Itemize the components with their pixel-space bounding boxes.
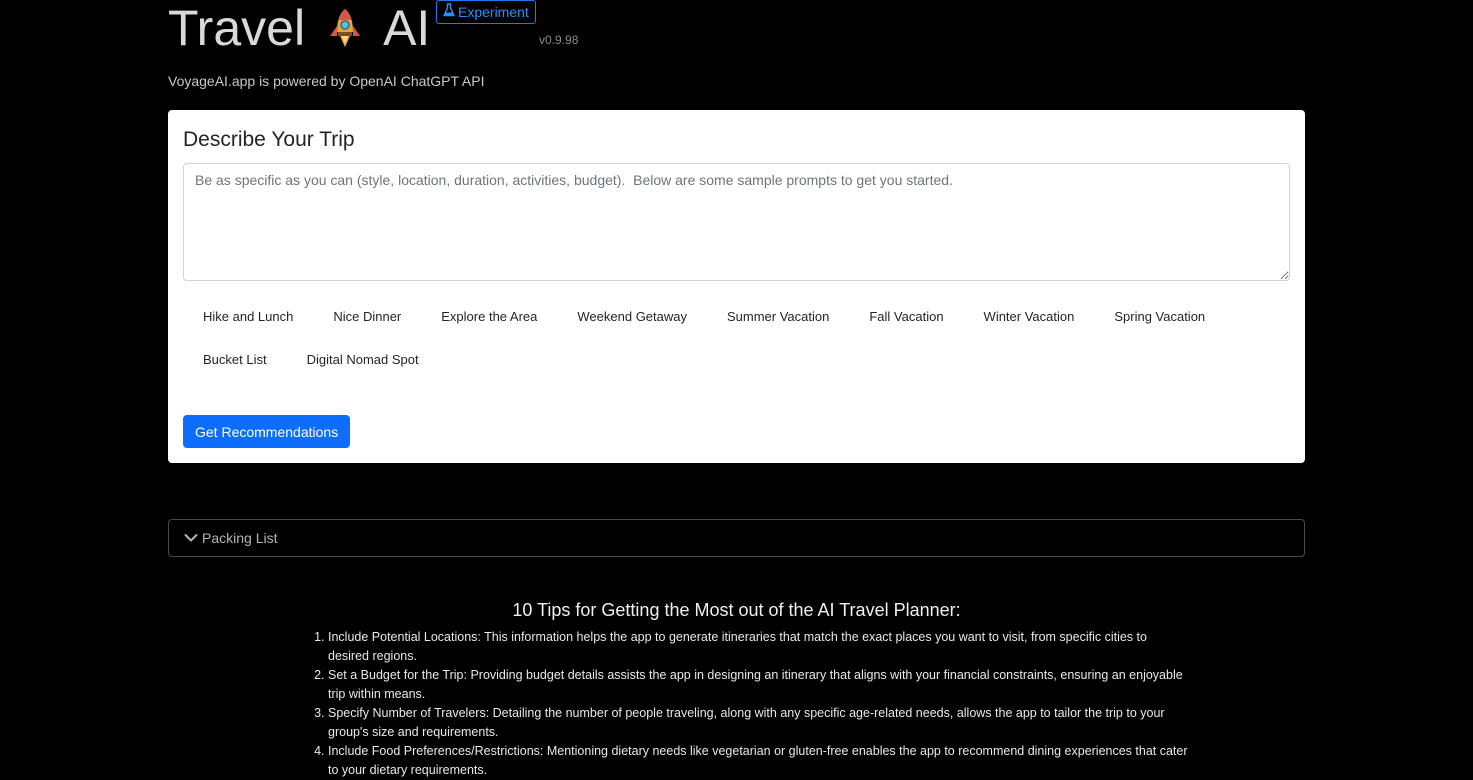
prompt-digital-nomad-spot[interactable]: Digital Nomad Spot: [287, 338, 439, 381]
prompt-explore-the-area[interactable]: Explore the Area: [421, 295, 557, 338]
sample-prompts: [183, 295, 1290, 381]
flask-icon: [443, 0, 455, 24]
prompt-winter-vacation[interactable]: Winter Vacation: [964, 295, 1095, 338]
experiment-badge-label: Experiment: [458, 4, 529, 20]
list-item: 1. Include Potential Locations: This information helps the app to generate itineraries that match the exact places you want to visit, from specific cities to desired regions.: [328, 628, 1188, 666]
tips-heading: 10 Tips for Getting the Most out of the AI Travel Planner:: [512, 600, 961, 620]
packing-list-accordion[interactable]: [168, 519, 1305, 557]
page-title: [168, 0, 430, 56]
list-item: 2. Set a Budget for the Trip: Providing budget details assists the app in designing an itinerary that aligns with your financial constraints, ensuring an enjoyable trip within means.: [328, 666, 1188, 704]
version-label: v0.9.98: [539, 33, 579, 47]
packing-list-label: Packing List: [202, 530, 278, 546]
chevron-down-icon: [184, 530, 202, 546]
list-item: 4. Include Food Preferences/Restrictions: Mentioning dietary needs like vegetarian or gluten-free enables the app to recommend dining experiences that cater to your dietary requirements.: [328, 742, 1188, 780]
list-item: 3. Specify Number of Travelers: Detailing the number of people traveling, along with any specific age-related needs, allows the app to tailor the trip to your group's size and requirements.: [328, 704, 1188, 742]
trip-description-input[interactable]: [183, 163, 1290, 281]
prompt-nice-dinner[interactable]: Nice Dinner: [313, 295, 421, 338]
experiment-badge[interactable]: [436, 0, 536, 24]
powered-by-text: VoyageAI.app is powered by OpenAI ChatGPT API: [168, 73, 485, 89]
prompt-spring-vacation[interactable]: Spring Vacation: [1094, 295, 1225, 338]
prompt-summer-vacation[interactable]: Summer Vacation: [707, 295, 849, 338]
prompt-hike-and-lunch[interactable]: Hike and Lunch: [183, 295, 313, 338]
app-header: [168, 0, 668, 100]
prompt-fall-vacation[interactable]: Fall Vacation: [849, 295, 963, 338]
prompt-weekend-getaway[interactable]: Weekend Getaway: [557, 295, 707, 338]
card-heading: Describe Your Trip: [183, 128, 355, 151]
tips-list: [312, 628, 1188, 780]
prompt-bucket-list[interactable]: Bucket List: [183, 338, 287, 381]
rocket-icon: [323, 6, 367, 50]
describe-trip-card: [168, 110, 1305, 463]
title-travel: Travel: [168, 0, 306, 56]
title-ai: AI: [383, 0, 431, 56]
get-recommendations-button[interactable]: Get Recommendations: [183, 415, 350, 448]
